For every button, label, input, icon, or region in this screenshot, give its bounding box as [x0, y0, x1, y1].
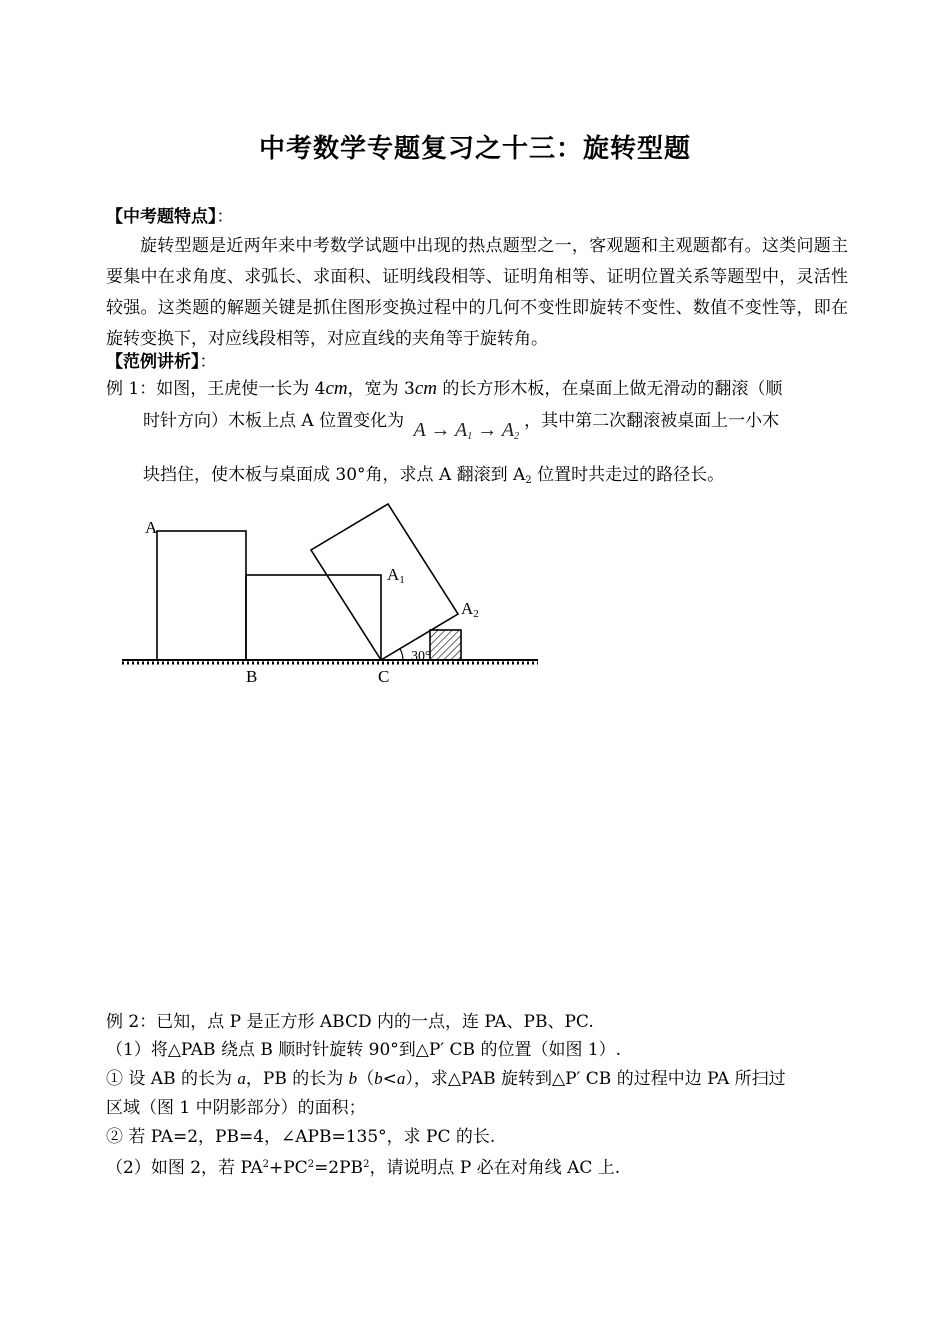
- label-B: B: [246, 667, 258, 686]
- subscript: 2: [525, 475, 532, 486]
- label-A: A: [145, 518, 158, 537]
- example2-line1: 例 2：已知，点 P 是正方形 ABCD 内的一点，连 PA、PB、PC.: [106, 1012, 594, 1032]
- math-symbol: A: [455, 419, 468, 441]
- example2-text: ，PB 的长为: [245, 1069, 349, 1089]
- wood-block: [430, 630, 461, 660]
- example2-text: （: [357, 1069, 375, 1089]
- example2-line4: 区域（图 1 中阴影部分）的面积；: [106, 1098, 366, 1118]
- label-C: C: [378, 667, 390, 686]
- example2-text: ），求△PAB 旋转到△P′ CB 的过程中边 PA 所扫过: [405, 1069, 786, 1089]
- math-symbol: A: [413, 419, 426, 441]
- arrow-icon: →: [430, 419, 451, 441]
- less-than-sign: <: [382, 1069, 397, 1089]
- examples-heading-colon: ：: [199, 352, 217, 372]
- arrow-icon: →: [477, 419, 498, 441]
- variable-b: b: [374, 1069, 383, 1088]
- example2-line3: [106, 1068, 786, 1090]
- features-heading: 【中考题特点】: [106, 207, 217, 227]
- examples-heading: 【范例讲析】: [106, 352, 200, 372]
- superscript: 2: [262, 1159, 269, 1170]
- math-subscript: 2: [514, 431, 520, 442]
- math-symbol: A: [501, 419, 515, 441]
- variable-a: a: [237, 1069, 246, 1088]
- example1-text: ，其中第二次翻滚被桌面上一小木: [524, 411, 780, 431]
- example1-text: 的长方形木板，在桌面上做无滑动的翻滚（顺: [437, 379, 783, 399]
- example1-text: 例 1：如图，王虎使一长为 4: [106, 379, 326, 399]
- example2-text: （2）如图 2，若 PA: [106, 1158, 263, 1178]
- label-A2: A2: [461, 599, 479, 620]
- example2-line2: （1）将△PAB 绕点 B 顺时针旋转 90°到△P′ CB 的位置（如图 1）.: [106, 1040, 622, 1060]
- label-angle-30: 30°: [411, 649, 431, 664]
- superscript: 2: [307, 1159, 315, 1170]
- unit-cm: cm: [414, 378, 437, 399]
- example1-text: 位置时共走过的路径长。: [531, 465, 725, 485]
- features-heading-colon: ：: [216, 207, 234, 227]
- example2-line5: ② 若 PA=2，PB=4，∠APB=135°，求 PC 的长.: [106, 1127, 496, 1147]
- label-A1: A1: [387, 565, 405, 586]
- angle-arc: [400, 649, 403, 660]
- example2-text: ，请说明点 P 必在对角线 AC 上.: [369, 1158, 621, 1178]
- example2-text: +PC: [268, 1158, 308, 1178]
- example1-text: ，宽为 3: [347, 379, 415, 399]
- unit-cm: cm: [325, 378, 348, 399]
- math-subscript: 1: [467, 431, 473, 442]
- example2-line6: [106, 1154, 620, 1179]
- example1-text: 块挡住，使木板与桌面成 30°角，求点 A 翻滚到 A: [143, 465, 526, 485]
- variable-a: a: [396, 1069, 406, 1088]
- example2-text: =2PB: [314, 1158, 364, 1178]
- features-paragraph: 旋转型题是近两年来中考数学试题中出现的热点题型之一，客观题和主观题都有。这类问题主要集中在求角度、求弧长、求面积、证明线段相等、证明角相等、证明位置关系等题型中，灵活性较强。这类题的解题关键是抓住图形变换过程中的几何不变性即旋转不变性、数值不变性等，即在旋转变换下，对应线段相等，对应直线的夹角等于旋转角。: [106, 236, 848, 349]
- board-after-first-roll: [246, 575, 381, 660]
- superscript: 2: [363, 1159, 370, 1170]
- variable-b: b: [348, 1069, 358, 1088]
- example1-text: 时针方向）木板上点 A 位置变化为: [143, 411, 405, 431]
- board-initial: [157, 531, 246, 660]
- example2-text: ① 设 AB 的长为: [106, 1069, 238, 1089]
- page-title: 中考数学专题复习之十三：旋转型题: [258, 134, 691, 164]
